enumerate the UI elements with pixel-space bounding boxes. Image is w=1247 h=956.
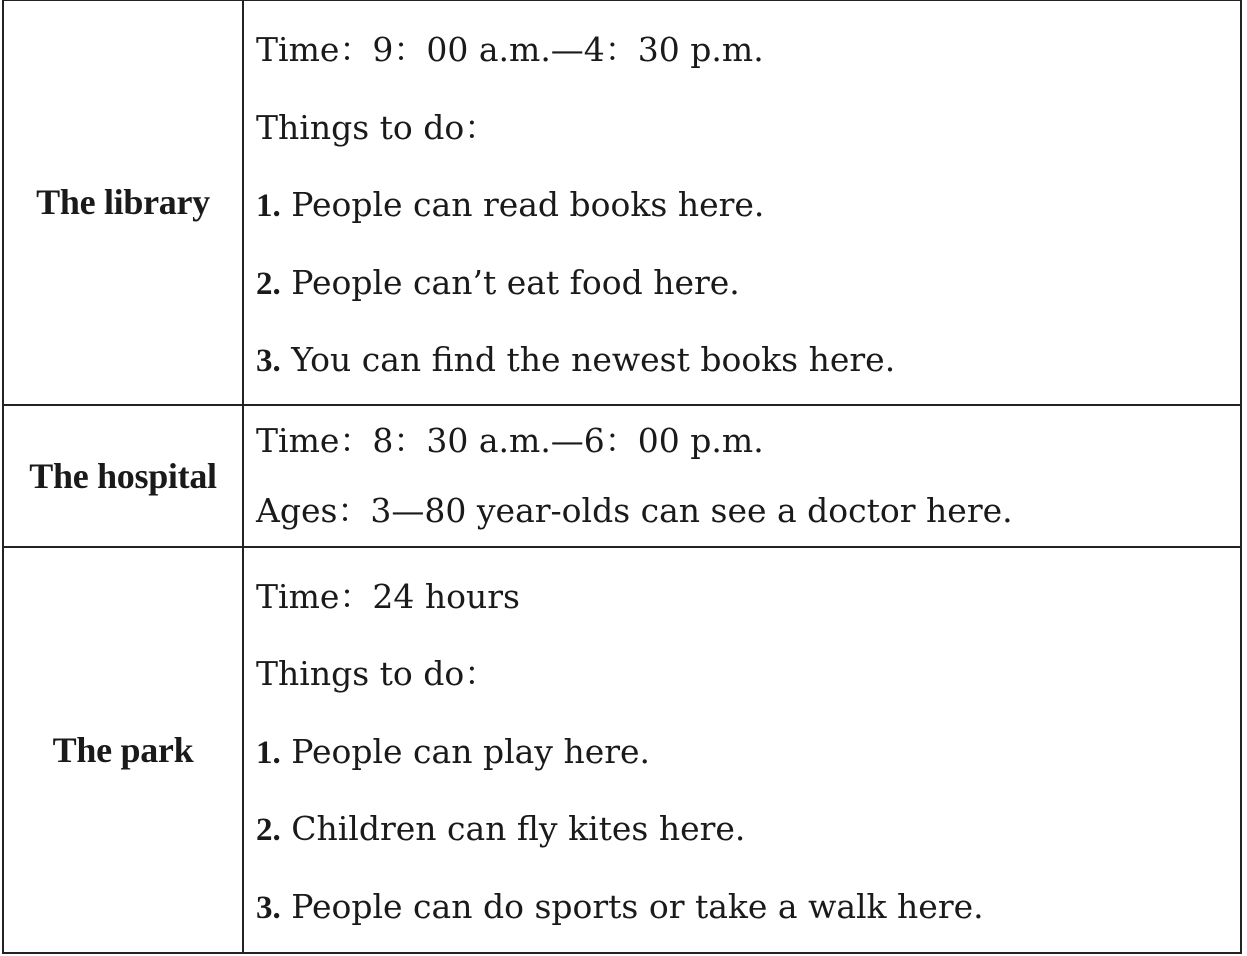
table-row-hospital [3,405,1241,547]
detail-line: 2. People can’t eat food here. [256,262,740,302]
detail-line: Things to do： [256,654,498,693]
place-details [243,1,1241,405]
detail-line: Things to do： [256,107,498,147]
detail-line: Ages：3—80 year-olds can see a doctor here. [256,490,1013,530]
place-name: The library [3,1,243,405]
detail-line: Time：8：30 a.m.—6：00 p.m. [256,420,764,460]
table-row-library [3,1,1241,405]
detail-line: Time：24 hours [256,576,520,616]
detail-line: Time：9：00 a.m.—4：30 p.m. [256,30,764,69]
detail-line: 3. You can find the newest books here. [256,340,896,379]
place-name: The hospital [3,405,243,547]
detail-line: 1. People can play here. [256,731,651,771]
detail-line: 3. People can do sports or take a walk here. [256,886,984,926]
place-details [243,547,1241,953]
table-row-park [3,547,1241,953]
place-details [243,405,1241,547]
places-info-table [2,0,1242,954]
place-name: The park [3,547,243,953]
detail-line: 1. People can read books here. [256,185,765,224]
detail-line: 2. Children can fly kites here. [256,809,746,848]
